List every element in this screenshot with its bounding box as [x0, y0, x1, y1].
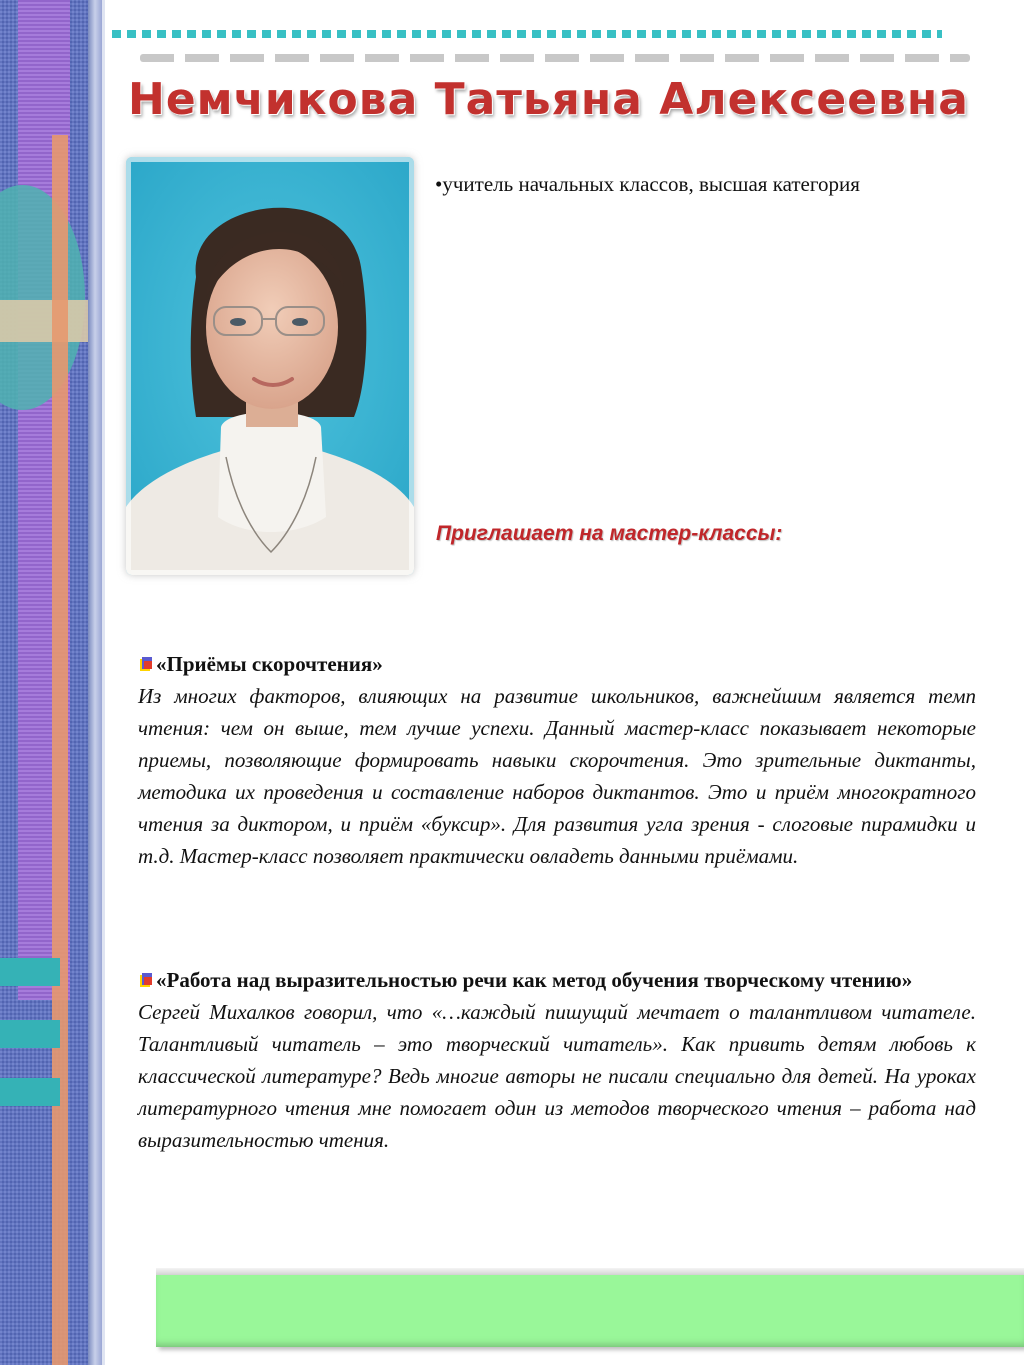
- page-title: Немчикова Татьяна Алексеевна: [128, 74, 969, 125]
- vertical-separator: [88, 0, 102, 1365]
- teacher-position: •учитель начальных классов, высшая категория: [435, 172, 860, 196]
- dotted-line-decoration: [112, 30, 942, 38]
- teal-block: [0, 958, 60, 986]
- master-class-2-title: «Работа над выразительностью речи как метод обучения творческому чтению»: [156, 968, 913, 992]
- invitation-heading: Приглашает на мастер-классы:: [436, 522, 783, 545]
- dashed-line-decoration: [140, 54, 970, 62]
- master-class-2: [138, 964, 976, 1156]
- master-class-1: [138, 648, 976, 872]
- master-class-1-heading: [138, 648, 976, 680]
- bottom-green-bar: [156, 1275, 1024, 1347]
- master-class-2-heading: [138, 964, 976, 996]
- book-bullet-icon: [138, 650, 154, 668]
- beige-stripe: [0, 300, 100, 342]
- master-class-1-title: «Приёмы скорочтения»: [156, 652, 383, 676]
- master-class-2-description: Сергей Михалков говорил, что «…каждый пишущий мечтает о талантливом читателе. Талантливый читатель – это творческий читатель». Как привить детям любовь к классической литературе? Ведь многие авторы не писали специально для детей. На уроках литературного чтения мне помогает один из методов творческого чтения – работа над выразительностью чтения.: [138, 1000, 976, 1152]
- portrait-photo: [126, 157, 414, 575]
- vertical-separator-thin: [102, 0, 105, 1365]
- master-class-1-description: Из многих факторов, влияющих на развитие школьников, важнейшим является темп чтения: чем он выше, тем лучше успехи. Данный мастер-класс показывает некоторые приемы, позволяющие формировать навыки скорочтения. Это зрительные диктанты, методика их проведения и составление наборов диктантов. Это и приём многократного чтения за диктором, и приём «буксир». Для развития угла зрения - слоговые пирамидки и т.д. Мастер-класс позволяет практически овладеть данными приёмами.: [138, 684, 976, 868]
- book-bullet-icon: [138, 966, 154, 984]
- teal-block: [0, 1020, 60, 1048]
- orange-stripe: [52, 135, 68, 1365]
- teal-block: [0, 1078, 60, 1106]
